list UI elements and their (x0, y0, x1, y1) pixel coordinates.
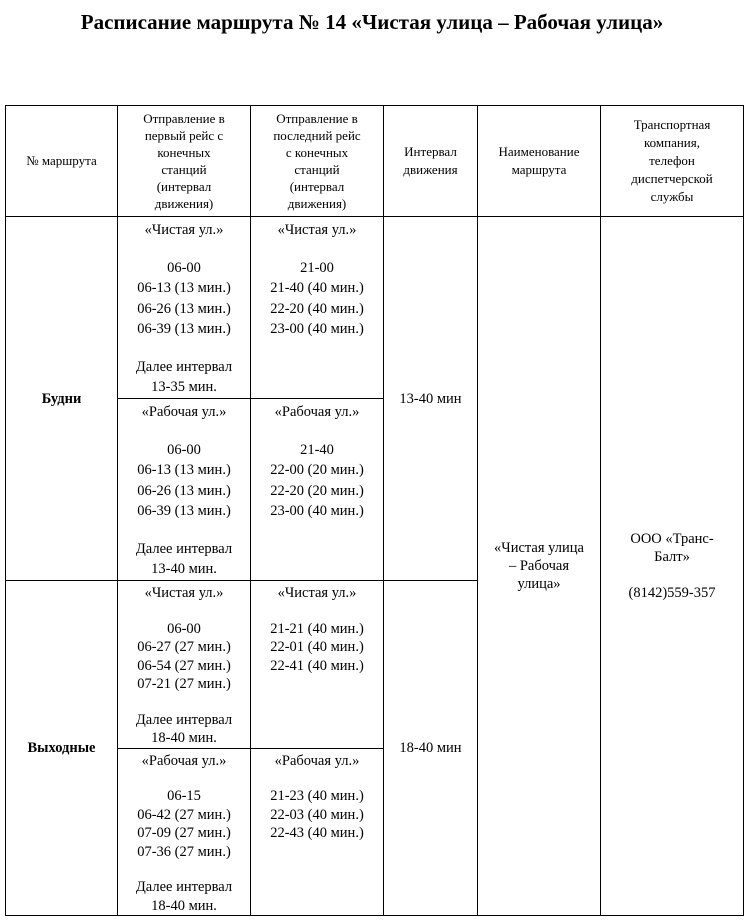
weekends-interval: 18-40 мин (384, 581, 478, 916)
company-phone: (8142)559-357 (628, 585, 716, 601)
weekdays-chistaya-last: «Чистая ул.» 21-00 21-40 (40 мин.) 22-20 (40 мин.) 23-00 (40 мин.) (251, 217, 384, 399)
company-cell: ООО «Транс- Балт» (8142)559-357 (601, 217, 744, 916)
weekdays-chistaya-first: «Чистая ул.» 06-00 06-13 (13 мин.) 06-26 (13 мин.) 06-39 (13 мин.) Далее интервал 13-35 мин. (118, 217, 251, 399)
header-row (6, 106, 744, 217)
page-title: Расписание маршрута № 14 «Чистая улица – Рабочая улица» (80, 10, 664, 34)
weekends-rabochaya-first: «Рабочая ул.» 06-15 06-42 (27 мин.) 07-09 (27 мин.) 07-36 (27 мин.) Далее интервал 18-40 мин. (118, 748, 251, 916)
weekends-rabochaya-last: «Рабочая ул.» 21-23 (40 мин.) 22-03 (40 мин.) 22-43 (40 мин.) (251, 748, 384, 916)
weekdays-interval: 13-40 мин (384, 217, 478, 581)
weekdays-rabochaya-first: «Рабочая ул.» 06-00 06-13 (13 мин.) 06-26 (13 мин.) 06-39 (13 мин.) Далее интервал 13-40 мин. (118, 399, 251, 581)
weekends-chistaya-last: «Чистая ул.» 21-21 (40 мин.) 22-01 (40 мин.) 22-41 (40 мин.) (251, 581, 384, 749)
header-company: Транспортная компания, телефон диспетчерской службы (601, 106, 744, 217)
weekends-chistaya-first: «Чистая ул.» 06-00 06-27 (27 мин.) 06-54 (27 мин.) 07-21 (27 мин.) Далее интервал 18-40 мин. (118, 581, 251, 749)
header-interval: Интервал движения (384, 106, 478, 217)
header-first-departure: Отправление в первый рейс с конечных станций (интервал движения) (118, 106, 251, 217)
weekdays-rabochaya-last: «Рабочая ул.» 21-40 22-00 (20 мин.) 22-20 (20 мин.) 23-00 (40 мин.) (251, 399, 384, 581)
weekdays-label: Будни (6, 217, 118, 581)
header-route-no: № маршрута (6, 106, 118, 217)
schedule-table (5, 105, 744, 916)
header-last-departure: Отправление в последний рейс с конечных станций (интервал движения) (251, 106, 384, 217)
weekdays-chistaya-row (6, 217, 744, 399)
header-route-name: Наименование маршрута (478, 106, 601, 217)
route-name-cell: «Чистая улица – Рабочая улица» (478, 217, 601, 916)
weekends-label: Выходные (6, 581, 118, 916)
